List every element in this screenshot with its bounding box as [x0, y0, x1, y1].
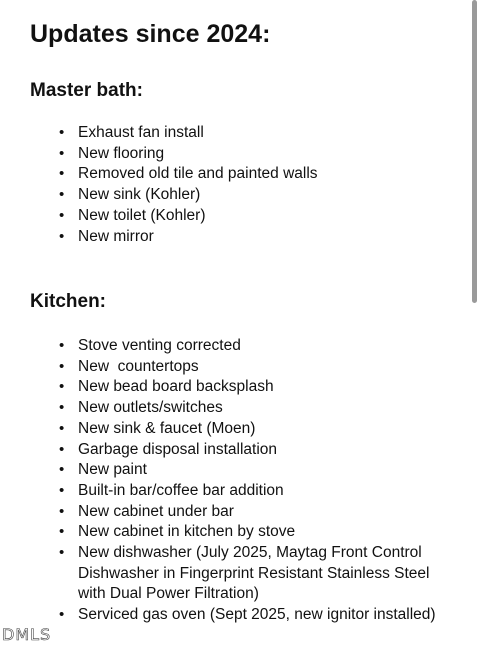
- list-item-text: New paint: [78, 461, 147, 479]
- list-item: [0, 605, 470, 626]
- list-item-text: New mirror: [78, 227, 154, 245]
- list-item: [0, 398, 470, 419]
- bullet-icon: •: [59, 544, 65, 562]
- list-item-text: Removed old tile and painted walls: [78, 165, 318, 183]
- bullet-icon: •: [59, 523, 65, 541]
- list-item: [0, 481, 470, 502]
- list-item-text: Exhaust fan install: [78, 124, 204, 141]
- list-item: [0, 185, 470, 206]
- section-heading-master-bath: Master bath:: [30, 80, 143, 101]
- list-item-text: New cabinet in kitchen by stove: [78, 523, 296, 541]
- bullet-icon: •: [59, 419, 65, 437]
- list-item-text: New cabinet under bar: [78, 502, 234, 520]
- section-heading-kitchen: Kitchen:: [30, 291, 106, 312]
- dmls-watermark: DMLS: [2, 625, 52, 644]
- list-item: [0, 377, 470, 398]
- list-item-text: New countertops: [78, 357, 199, 375]
- master-bath-list: [0, 123, 470, 247]
- bullet-icon: •: [59, 165, 65, 183]
- bullet-icon: •: [59, 399, 65, 417]
- list-item: [0, 123, 470, 144]
- list-item: [0, 357, 470, 378]
- kitchen-list: [0, 336, 470, 626]
- bullet-icon: •: [59, 124, 65, 141]
- bullet-icon: •: [59, 337, 65, 354]
- list-item: [0, 206, 470, 227]
- list-item: [0, 336, 470, 357]
- vertical-scrollbar[interactable]: [472, 0, 477, 303]
- page-title: Updates since 2024:: [30, 20, 271, 48]
- bullet-icon: •: [59, 186, 65, 204]
- list-item-text: Built-in bar/coffee bar addition: [78, 481, 284, 499]
- list-item: [0, 227, 470, 248]
- list-item: [0, 522, 470, 543]
- list-item-text: New sink (Kohler): [78, 186, 201, 204]
- bullet-icon: •: [59, 378, 65, 396]
- list-item-text: Stove venting corrected: [78, 337, 241, 354]
- list-item-text: New toilet (Kohler): [78, 206, 206, 224]
- bullet-icon: •: [59, 144, 65, 162]
- bullet-icon: •: [59, 440, 65, 458]
- bullet-icon: •: [59, 606, 65, 624]
- list-item-text: Serviced gas oven (Sept 2025, new ignitor installed): [78, 606, 436, 624]
- list-item: [0, 440, 470, 461]
- bullet-icon: •: [59, 502, 65, 520]
- bullet-icon: •: [59, 206, 65, 224]
- bullet-icon: •: [59, 481, 65, 499]
- list-item: [0, 164, 470, 185]
- bullet-icon: •: [59, 357, 65, 375]
- list-item-text: New sink & faucet (Moen): [78, 419, 256, 437]
- list-item: [0, 419, 470, 440]
- bullet-icon: •: [59, 461, 65, 479]
- list-item: [0, 543, 470, 605]
- bullet-icon: •: [59, 227, 65, 245]
- list-item: [0, 502, 470, 523]
- list-item: [0, 460, 470, 481]
- list-item-text: New flooring: [78, 144, 165, 162]
- list-item-text: New bead board backsplash: [78, 378, 274, 396]
- list-item-text: New dishwasher (July 2025, Maytag Front Control Dishwasher in Fingerprint Resistant Stainless Steel with Dual Power Filtration): [78, 544, 430, 603]
- list-item: [0, 144, 470, 165]
- list-item-text: Garbage disposal installation: [78, 440, 278, 458]
- list-item-text: New outlets/switches: [78, 399, 223, 417]
